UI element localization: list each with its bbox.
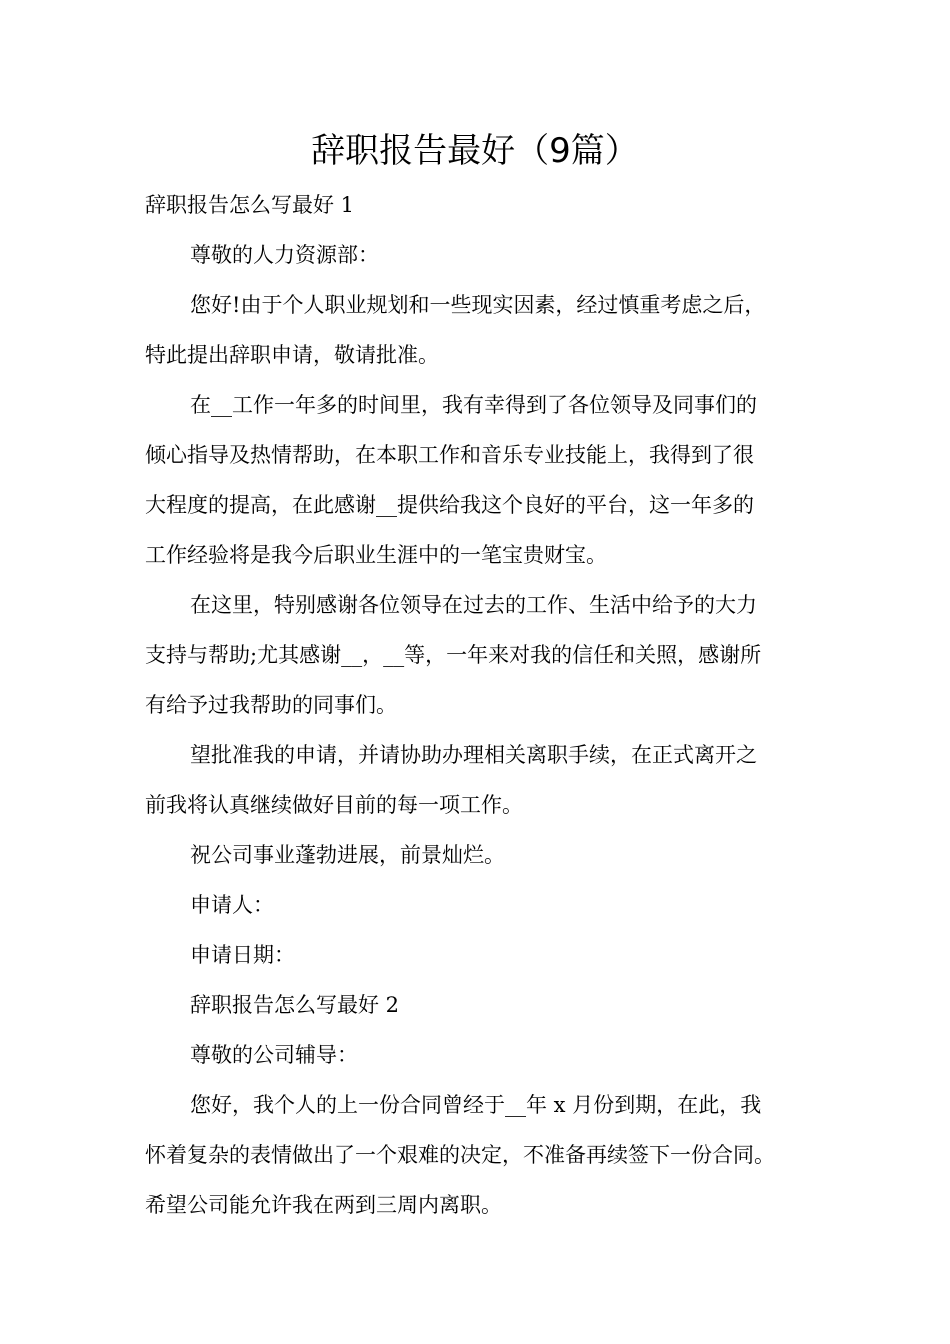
body-line: 支持与帮助;尤其感谢__，__等，一年来对我的信任和关照，感谢所	[145, 643, 762, 667]
body-line: 前我将认真继续做好目前的每一项工作。	[145, 793, 523, 817]
body-line: 倾心指导及热情帮助，在本职工作和音乐专业技能上，我得到了很	[145, 443, 754, 467]
body-line: 怀着复杂的表情做出了一个艰难的决定，不准备再续签下一份合同。	[145, 1143, 775, 1167]
section-heading: 辞职报告怎么写最好 2	[190, 993, 400, 1017]
section-heading: 辞职报告怎么写最好 1	[145, 193, 355, 217]
applicant-label: 申请人：	[190, 893, 274, 917]
body-line: 在这里，特别感谢各位领导在过去的工作、生活中给予的大力	[190, 593, 757, 617]
body-line: 大程度的提高，在此感谢__提供给我这个良好的平台，这一年多的	[145, 493, 754, 517]
body-line: 有给予过我帮助的同事们。	[145, 693, 397, 717]
body-line: 工作经验将是我今后职业生涯中的一笔宝贵财宝。	[145, 543, 607, 567]
body-line: 希望公司能允许我在两到三周内离职。	[145, 1193, 502, 1217]
body-line: 在__工作一年多的时间里，我有幸得到了各位领导及同事们的	[190, 393, 757, 417]
document-title: 辞职报告最好（9篇）	[311, 131, 639, 171]
body-line: 您好!由于个人职业规划和一些现实因素，经过慎重考虑之后，	[190, 293, 766, 317]
salutation: 尊敬的人力资源部：	[190, 243, 379, 267]
closing-line: 祝公司事业蓬勃进展，前景灿烂。	[190, 843, 505, 867]
body-line: 特此提出辞职申请，敬请批准。	[145, 343, 439, 367]
body-line: 望批准我的申请，并请协助办理相关离职手续，在正式离开之	[190, 743, 757, 767]
salutation: 尊敬的公司辅导：	[190, 1043, 358, 1067]
document-body	[145, 180, 815, 1230]
date-label: 申请日期：	[190, 943, 295, 967]
body-line: 您好，我个人的上一份合同曾经于__年 x 月份到期，在此，我	[190, 1093, 762, 1117]
